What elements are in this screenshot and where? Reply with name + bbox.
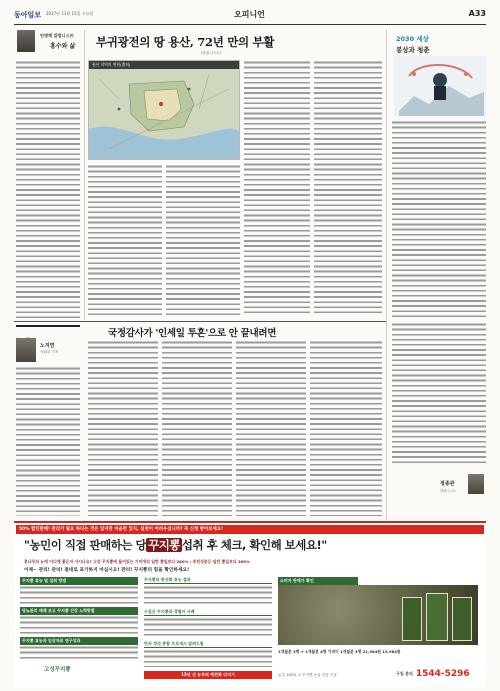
ad-mid-box-2-title: 수집산 꾸지뽕과 경험자 사례 (144, 609, 272, 616)
right-author-photo (468, 474, 484, 494)
ad-left-box-3-title: 꾸지뽕 효능과 임상자료 연구성과 (20, 637, 138, 645)
illustration-art (394, 56, 486, 116)
page-number: A33 (468, 9, 486, 18)
main-article-col-4 (314, 60, 382, 316)
ad-mid-box-1-title: 꾸지뽕의 항산화 효능 결과 (144, 577, 272, 584)
column-title: 홍수와 삶 (50, 43, 76, 50)
ad-left-box-2-body (20, 615, 138, 635)
ad-left-box-1-title: 꾸지뽕 효능 및 섭취 방법 (20, 577, 138, 585)
yongsan-map (89, 69, 239, 159)
bottom-article-col-4 (310, 340, 382, 516)
right-article-body-2 (392, 322, 486, 466)
section-name: 오피니언 (234, 10, 265, 19)
right-article-body-1 (392, 120, 486, 318)
section-rule (14, 321, 386, 322)
ad-left-box-2-title: 당뇨관리 매체 보고 꾸지뽕 건강 노력방법 (20, 607, 138, 615)
ad-question: 이제~ 관리! 관리! 절대로 포기하지 마십시오! 관리! 꾸지뽕의 힘을 확인하세요! (24, 568, 190, 573)
ad-footer-badge: 15년 선 농부의 예전쪽 다지기 (144, 671, 272, 679)
ad-phone-number[interactable]: 1544-5296 (415, 669, 470, 679)
ad-product-bottles (402, 593, 472, 641)
ad-mid-box-2-body (144, 617, 272, 639)
map-caption: 용산 지역의 변천(출처) (89, 61, 239, 69)
advertisement (14, 521, 486, 687)
ad-mid-box-1-body (144, 585, 272, 607)
right-author: 정종관 (440, 481, 455, 487)
main-byline: (칼럼니스트) (201, 51, 222, 55)
ad-maker: 고성꾸지뽕 (44, 667, 71, 673)
ad-price-note: 1개월분 3병 + 1개월분 4병 가격이 1개월분 3병 21,984원 15,984원 (278, 649, 401, 654)
bottom-left-body (16, 366, 80, 516)
bottom-article-col-3 (236, 340, 306, 516)
ad-left-box-3-body (20, 645, 138, 661)
reporter-photo (16, 338, 36, 362)
right-signoff (440, 470, 484, 498)
paper-logo: 동아일보 (14, 11, 42, 19)
ad-mid-box-3-title: 먼저 정성 종합 프로세스 알려드림 (144, 641, 272, 648)
ad-phone-block[interactable] (396, 667, 482, 681)
reporter-name: 노지연 (40, 343, 55, 349)
ad-herb-photo (278, 585, 478, 645)
column-divider (84, 30, 85, 320)
right-illustration (394, 56, 486, 116)
left-column-body (16, 60, 80, 318)
columnist-label: 안병해 칼럼니스트 (40, 33, 74, 38)
main-article-col-2 (166, 164, 240, 316)
main-article-col-3 (244, 60, 310, 316)
main-article-col-1 (88, 164, 162, 316)
bottom-headline: 국정감사가 '인세일 투혼'으로 안 끝내려면 (108, 328, 277, 339)
ad-headline (24, 537, 484, 557)
ad-right-box-title: 소비자 판매가 확인 (278, 577, 358, 585)
bottom-article-col-1 (88, 340, 158, 516)
right-author-role: 칼럼니스트 (440, 489, 456, 493)
main-headline: 부귀광전의 땅 용산, 72년 만의 부활 (96, 35, 275, 49)
bottom-article-col-2 (162, 340, 232, 516)
reporter-role: 사회부 기자 (40, 350, 59, 354)
right-kicker: 2030 세상 (396, 35, 429, 43)
ad-farm-footer: 농부 100% 고 꾸지뽕 농업 인증 기술 (278, 673, 337, 677)
masthead (14, 8, 486, 28)
ad-top-banner: 50% 할인판매! 관리가 필요 하다는 것은 알지만 마음만 있지, 실천이 어려우십니까? 꼭 신청 받아보세요! (16, 525, 484, 534)
ad-phone-label: 구입 문의 (396, 671, 413, 676)
right-title: 봉상과 청춘 (396, 46, 430, 54)
ad-mid-box-3-body (144, 649, 272, 667)
ad-subline: 봉나무의 뉴에 어디에 좋은지 아시나요? 고성 꾸지뽕에 들어있는 기미에의 일반 뽕잎보다 280% / 루틴성분은 일반 뽕잎보다 300% (24, 559, 251, 564)
ad-headline-part1: "농민이 직접 판매하는 당 (24, 538, 147, 552)
ad-headline-brand: 꾸지뽕 (148, 538, 180, 552)
ad-left-box-1-body (20, 585, 138, 605)
map-figure (88, 60, 240, 160)
newsroom-kicker (16, 325, 80, 335)
columnist-photo (17, 30, 35, 52)
issue-date: 2017년 11월 15일 수요일 (46, 11, 94, 16)
masthead-rule (14, 24, 486, 25)
ad-headline-part3: 섭취 후 체크, 확인해 보세요!" (181, 538, 327, 552)
